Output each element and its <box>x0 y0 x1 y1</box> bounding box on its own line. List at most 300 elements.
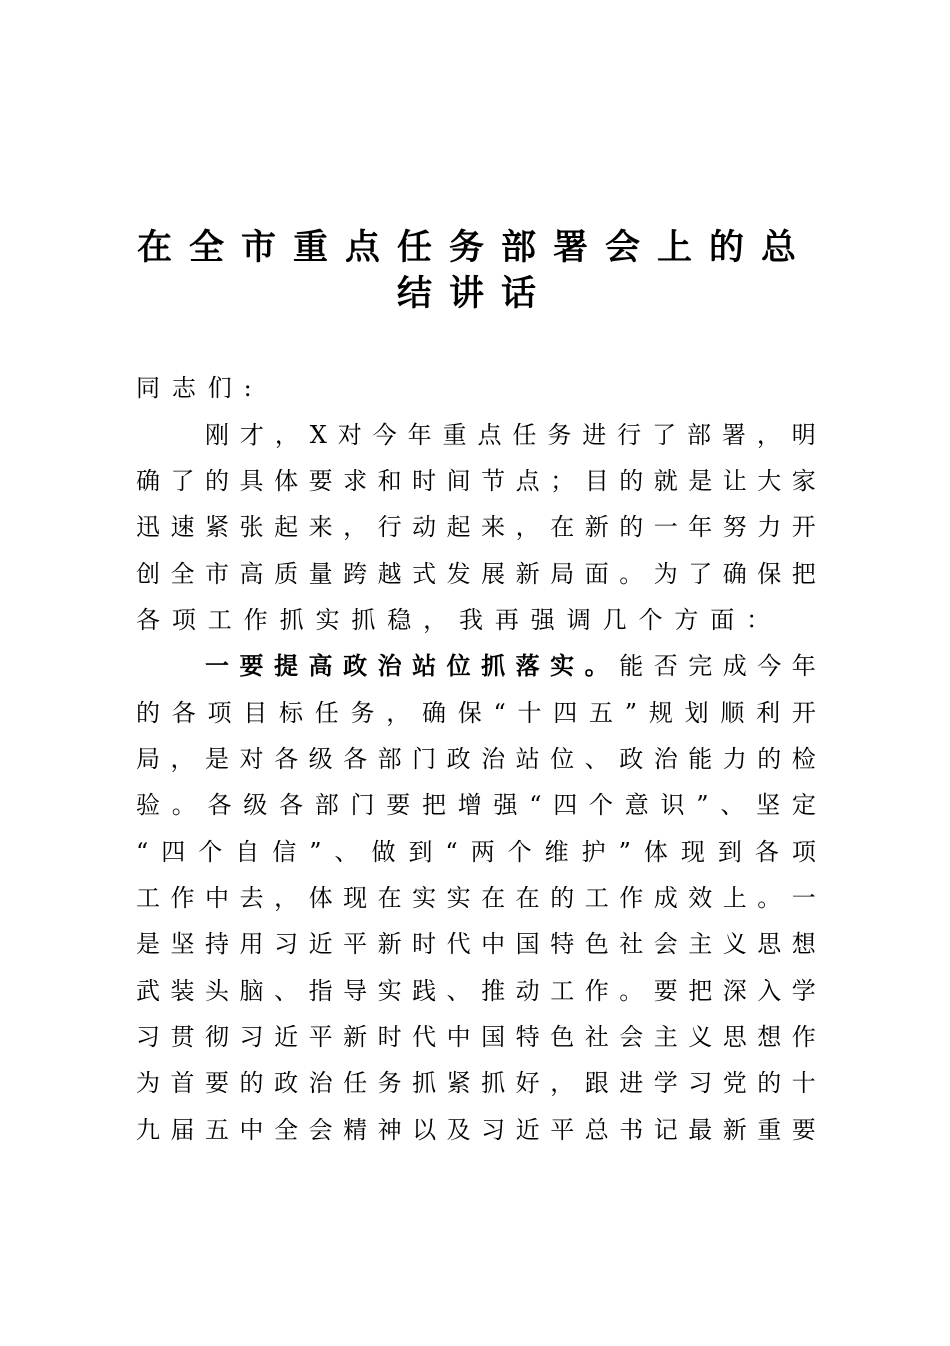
glyph: 是 <box>688 467 713 495</box>
glyph: 把 <box>791 560 816 588</box>
glyph: “ <box>445 838 458 866</box>
glyph: 。 <box>619 560 644 588</box>
glyph: 。 <box>584 652 609 680</box>
glyph: 求 <box>343 467 368 495</box>
glyph: 抓 <box>412 1069 437 1097</box>
glyph: 要 <box>653 977 678 1005</box>
glyph: 四 <box>553 791 578 819</box>
glyph: 四 <box>553 699 578 727</box>
glyph: 个 <box>507 838 532 866</box>
glyph: 任 <box>512 421 537 449</box>
glyph: 用 <box>239 930 264 958</box>
glyph: 自 <box>235 838 260 866</box>
glyph: 最 <box>688 1116 713 1144</box>
glyph: 开 <box>791 513 816 541</box>
glyph: 政 <box>274 1069 299 1097</box>
glyph: ： <box>746 606 771 634</box>
glyph: 今 <box>757 652 782 680</box>
glyph: 主 <box>653 1023 678 1051</box>
glyph: 深 <box>722 977 747 1005</box>
glyph: 具 <box>239 467 264 495</box>
glyph: 同 <box>136 374 160 402</box>
glyph: 成 <box>722 652 747 680</box>
glyph: 划 <box>684 699 709 727</box>
glyph: 全 <box>170 560 195 588</box>
glyph: 特 <box>550 930 575 958</box>
glyph: ； <box>550 467 575 495</box>
glyph: 量 <box>308 560 333 588</box>
glyph: 努 <box>722 513 747 541</box>
glyph: 政 <box>446 745 471 773</box>
glyph: 新 <box>584 513 609 541</box>
glyph: 提 <box>274 652 299 680</box>
glyph: 行 <box>617 421 642 449</box>
glyph: 社 <box>584 1023 609 1051</box>
glyph: 了 <box>652 421 677 449</box>
glyph: 体 <box>308 884 333 912</box>
glyph: 创 <box>136 560 160 588</box>
glyph: 的 <box>619 513 644 541</box>
glyph: 、 <box>274 977 299 1005</box>
glyph: 党 <box>722 1069 747 1097</box>
glyph: 近 <box>515 1116 540 1144</box>
glyph: 部 <box>377 745 402 773</box>
glyph: 验 <box>136 791 160 819</box>
glyph: 中 <box>239 1116 264 1144</box>
glyph: 中 <box>481 930 506 958</box>
glyph: 今 <box>372 421 397 449</box>
glyph: 习 <box>239 1023 264 1051</box>
glyph: 要 <box>239 652 264 680</box>
glyph: 要 <box>386 791 411 819</box>
glyph: 在 <box>481 884 506 912</box>
glyph: 的 <box>757 1069 782 1097</box>
glyph: 来 <box>308 513 333 541</box>
glyph: 要 <box>791 1116 816 1144</box>
glyph: 想 <box>791 930 816 958</box>
glyph: 能 <box>619 652 644 680</box>
glyph: 到 <box>408 838 433 866</box>
glyph: 让 <box>722 467 747 495</box>
glyph: 四 <box>161 838 186 866</box>
glyph: 国 <box>481 1023 506 1051</box>
glyph: 。 <box>171 791 196 819</box>
glyph: 质 <box>274 560 299 588</box>
glyph: 、 <box>584 745 609 773</box>
glyph: 节 <box>481 467 506 495</box>
glyph: 为 <box>136 1069 160 1097</box>
glyph: 治 <box>653 745 678 773</box>
glyph: 入 <box>757 977 782 1005</box>
glyph: 作 <box>170 884 195 912</box>
glyph: 信 <box>272 838 297 866</box>
glyph: 习 <box>688 1069 713 1097</box>
glyph: 习 <box>274 930 299 958</box>
glyph: 治 <box>481 745 506 773</box>
glyph: 局 <box>550 560 575 588</box>
glyph: 时 <box>412 467 437 495</box>
glyph: 新 <box>343 1023 368 1051</box>
glyph: 记 <box>653 1116 678 1144</box>
glyph: 现 <box>343 884 368 912</box>
glyph: 一 <box>791 884 816 912</box>
glyph: 志 <box>171 374 196 402</box>
glyph: 跨 <box>343 560 368 588</box>
glyph: 治 <box>308 1069 333 1097</box>
glyph: 坚 <box>170 930 195 958</box>
paragraph-2-line-11 <box>136 1107 816 1153</box>
glyph: 工 <box>136 884 160 912</box>
glyph: 实 <box>412 884 437 912</box>
glyph: ， <box>343 513 368 541</box>
glyph: 务 <box>377 1069 402 1097</box>
glyph: 近 <box>308 930 333 958</box>
glyph: 、 <box>334 838 359 866</box>
glyph: 保 <box>757 560 782 588</box>
glyph: 务 <box>350 699 375 727</box>
glyph: 会 <box>308 1116 333 1144</box>
glyph: 作 <box>243 606 268 634</box>
glyph: 年 <box>688 513 713 541</box>
glyph: 的 <box>619 467 644 495</box>
glyph: 任 <box>314 699 339 727</box>
glyph: 确 <box>136 467 160 495</box>
glyph: 的 <box>550 884 575 912</box>
glyph: 。 <box>757 884 782 912</box>
paragraph-1-line-2 <box>136 458 816 504</box>
document-title-line-2: 结讲话 <box>396 274 553 314</box>
glyph: 项 <box>207 699 232 727</box>
paragraph-1-line-5 <box>136 597 816 643</box>
glyph: ， <box>756 421 781 449</box>
glyph: 在 <box>550 513 575 541</box>
glyph: 越 <box>377 560 402 588</box>
glyph: 平 <box>308 1023 333 1051</box>
glyph: 全 <box>274 1116 299 1144</box>
glyph: 各 <box>754 838 779 866</box>
glyph: 现 <box>680 838 705 866</box>
glyph: 平 <box>343 930 368 958</box>
glyph: 年 <box>407 421 432 449</box>
glyph: ” <box>618 838 631 866</box>
glyph: 跟 <box>584 1069 609 1097</box>
glyph: 能 <box>688 745 713 773</box>
glyph: 项 <box>791 838 816 866</box>
glyph: 个 <box>589 791 614 819</box>
glyph: 把 <box>422 791 446 819</box>
glyph: 了 <box>688 560 713 588</box>
glyph: 强 <box>530 606 555 634</box>
glyph: 方 <box>674 606 699 634</box>
glyph: 个 <box>638 606 663 634</box>
glyph: “ <box>493 699 506 727</box>
glyph: 要 <box>205 1069 230 1097</box>
glyph: 规 <box>648 699 673 727</box>
glyph: 维 <box>544 838 569 866</box>
glyph: 各 <box>343 745 368 773</box>
glyph: 工 <box>584 884 609 912</box>
glyph: 开 <box>791 699 816 727</box>
glyph: 效 <box>688 884 713 912</box>
glyph: 务 <box>547 421 572 449</box>
glyph: 装 <box>170 977 195 1005</box>
glyph: 为 <box>653 560 678 588</box>
glyph: 点 <box>477 421 502 449</box>
glyph: 起 <box>446 513 471 541</box>
glyph: 体 <box>274 467 299 495</box>
glyph: 九 <box>136 1116 160 1144</box>
glyph: 意 <box>624 791 649 819</box>
glyph: 代 <box>412 1023 437 1051</box>
paragraph-2-line-9 <box>136 1014 816 1060</box>
glyph: “ <box>529 791 542 819</box>
paragraph-2-line-10 <box>136 1060 816 1106</box>
glyph: 以 <box>412 1116 437 1144</box>
paragraph-1-line-1 <box>205 412 816 458</box>
glyph: 工 <box>207 606 232 634</box>
paragraph-2-line-1 <box>205 643 816 689</box>
glyph: 的 <box>239 1069 264 1097</box>
glyph: 局 <box>136 745 160 773</box>
glyph: 刚 <box>205 421 229 449</box>
glyph: 武 <box>136 977 160 1005</box>
paragraph-2-line-8 <box>136 968 816 1014</box>
glyph: 思 <box>757 930 782 958</box>
glyph: 治 <box>377 652 402 680</box>
glyph: 抓 <box>481 652 506 680</box>
glyph: 头 <box>205 977 230 1005</box>
glyph: 确 <box>422 699 446 727</box>
glyph: ” <box>624 699 638 727</box>
glyph: 会 <box>619 1023 644 1051</box>
glyph: 就 <box>653 467 678 495</box>
glyph: 各 <box>274 745 299 773</box>
glyph: 任 <box>343 1069 368 1097</box>
glyph: 间 <box>446 467 471 495</box>
glyph: 动 <box>515 977 540 1005</box>
glyph: 义 <box>688 1023 713 1051</box>
glyph: 十 <box>517 699 542 727</box>
glyph: 起 <box>274 513 299 541</box>
glyph: 了 <box>170 467 195 495</box>
glyph: 落 <box>515 652 540 680</box>
glyph: 学 <box>791 977 816 1005</box>
glyph: 紧 <box>446 1069 471 1097</box>
glyph: 坚 <box>756 791 781 819</box>
glyph: 学 <box>653 1069 678 1097</box>
glyph: 抓 <box>279 606 304 634</box>
glyph: 会 <box>653 930 678 958</box>
glyph: X <box>309 421 327 449</box>
glyph: 把 <box>688 977 713 1005</box>
glyph: 面 <box>710 606 735 634</box>
glyph: 国 <box>515 930 540 958</box>
glyph: 实 <box>377 977 402 1005</box>
glyph: 及 <box>446 1116 471 1144</box>
glyph: 门 <box>350 791 375 819</box>
glyph: 高 <box>308 652 333 680</box>
glyph: 进 <box>619 1069 644 1097</box>
glyph: 部 <box>314 791 339 819</box>
glyph: 实 <box>550 652 575 680</box>
glyph: 进 <box>582 421 607 449</box>
glyph: 新 <box>377 930 402 958</box>
glyph: 习 <box>481 1116 506 1144</box>
glyph: 各 <box>207 791 232 819</box>
glyph: 动 <box>412 513 437 541</box>
glyph: 位 <box>550 745 575 773</box>
glyph: 在 <box>515 884 540 912</box>
glyph: 政 <box>619 745 644 773</box>
glyph: 发 <box>446 560 471 588</box>
glyph: 神 <box>377 1116 402 1144</box>
glyph: 脑 <box>239 977 264 1005</box>
glyph: 级 <box>243 791 268 819</box>
glyph: 顺 <box>720 699 745 727</box>
glyph: ， <box>274 884 299 912</box>
glyph: 要 <box>308 467 333 495</box>
glyph: 新 <box>722 1116 747 1144</box>
paragraph-1-line-4 <box>136 551 816 597</box>
glyph: 十 <box>791 1069 816 1097</box>
glyph: 政 <box>343 652 368 680</box>
paragraph-2-line-6 <box>136 875 816 921</box>
glyph: 利 <box>756 699 781 727</box>
glyph: ， <box>550 1069 575 1097</box>
glyph: 重 <box>442 421 467 449</box>
glyph: 行 <box>377 513 402 541</box>
glyph: 代 <box>446 930 471 958</box>
glyph: 时 <box>377 1023 402 1051</box>
glyph: 贯 <box>170 1023 195 1051</box>
glyph: 体 <box>643 838 668 866</box>
glyph: 重 <box>757 1116 782 1144</box>
glyph: ” <box>696 791 709 819</box>
glyph: 色 <box>550 1023 575 1051</box>
glyph: 想 <box>757 1023 782 1051</box>
glyph: 是 <box>136 930 160 958</box>
document-title-line-1: 在全市重点任务部署会上的总 <box>136 228 813 268</box>
glyph: 书 <box>619 1116 644 1144</box>
glyph: 们 <box>207 374 232 402</box>
glyph: 指 <box>308 977 333 1005</box>
glyph: 年 <box>791 652 816 680</box>
glyph: 总 <box>584 1116 609 1144</box>
glyph: 否 <box>653 652 678 680</box>
glyph: ， <box>386 699 411 727</box>
glyph: 几 <box>602 606 627 634</box>
glyph: 中 <box>205 884 230 912</box>
glyph: 彻 <box>205 1023 230 1051</box>
glyph: 作 <box>584 977 609 1005</box>
glyph: 的 <box>205 467 230 495</box>
glyph: 践 <box>412 977 437 1005</box>
glyph: 在 <box>377 884 402 912</box>
glyph: 、 <box>720 791 745 819</box>
glyph: 习 <box>136 1023 160 1051</box>
glyph: 再 <box>494 606 519 634</box>
glyph: 明 <box>791 421 816 449</box>
glyph: 做 <box>371 838 396 866</box>
glyph: 五 <box>589 699 614 727</box>
glyph: 来 <box>481 513 506 541</box>
glyph: 。 <box>619 977 644 1005</box>
glyph: 紧 <box>205 513 230 541</box>
glyph: ， <box>423 606 448 634</box>
glyph: 强 <box>493 791 518 819</box>
glyph: 站 <box>515 745 540 773</box>
glyph: 对 <box>337 421 362 449</box>
glyph: 思 <box>722 1023 747 1051</box>
glyph: 和 <box>377 467 402 495</box>
glyph: 式 <box>412 560 437 588</box>
glyph: 色 <box>584 930 609 958</box>
glyph: 的 <box>757 745 782 773</box>
paragraph-2-line-4 <box>136 782 816 828</box>
glyph: 力 <box>722 745 747 773</box>
glyph: 门 <box>412 745 437 773</box>
glyph: 去 <box>239 884 264 912</box>
glyph: 抓 <box>481 1069 506 1097</box>
glyph: 稳 <box>387 606 412 634</box>
glyph: 对 <box>239 745 264 773</box>
glyph: 中 <box>446 1023 471 1051</box>
glyph: 五 <box>205 1116 230 1144</box>
glyph: 是 <box>205 745 230 773</box>
glyph: 级 <box>308 745 333 773</box>
glyph: 上 <box>722 884 747 912</box>
glyph: 张 <box>239 513 264 541</box>
glyph: ” <box>309 838 322 866</box>
glyph: 署 <box>721 421 746 449</box>
glyph: 面 <box>584 560 609 588</box>
glyph: 各 <box>279 791 303 819</box>
glyph: 近 <box>274 1023 299 1051</box>
glyph: 抓 <box>351 606 376 634</box>
glyph: 展 <box>481 560 506 588</box>
glyph: ， <box>274 421 299 449</box>
salutation <box>136 365 816 411</box>
glyph: 各 <box>136 606 160 634</box>
glyph: 主 <box>688 930 713 958</box>
glyph: 社 <box>619 930 644 958</box>
glyph: 精 <box>343 1116 368 1144</box>
glyph: 新 <box>515 560 540 588</box>
glyph: 护 <box>581 838 606 866</box>
glyph: 首 <box>170 1069 195 1097</box>
glyph: 实 <box>446 884 471 912</box>
glyph: 位 <box>446 652 471 680</box>
glyph: 力 <box>757 513 782 541</box>
glyph: 目 <box>243 699 268 727</box>
glyph: 推 <box>481 977 506 1005</box>
paragraph-1-line-3 <box>136 504 816 550</box>
paragraph-2-line-7 <box>136 921 816 967</box>
glyph: 识 <box>660 791 685 819</box>
glyph: 一 <box>653 513 678 541</box>
glyph: 站 <box>412 652 437 680</box>
glyph: 一 <box>205 652 229 680</box>
glyph: 市 <box>205 560 230 588</box>
glyph: 好 <box>515 1069 540 1097</box>
glyph: ， <box>515 513 540 541</box>
paragraph-2-line-5 <box>136 829 816 875</box>
glyph: 高 <box>239 560 264 588</box>
glyph: 检 <box>791 745 816 773</box>
glyph: 标 <box>279 699 303 727</box>
glyph: 成 <box>653 884 678 912</box>
glyph: 两 <box>470 838 495 866</box>
